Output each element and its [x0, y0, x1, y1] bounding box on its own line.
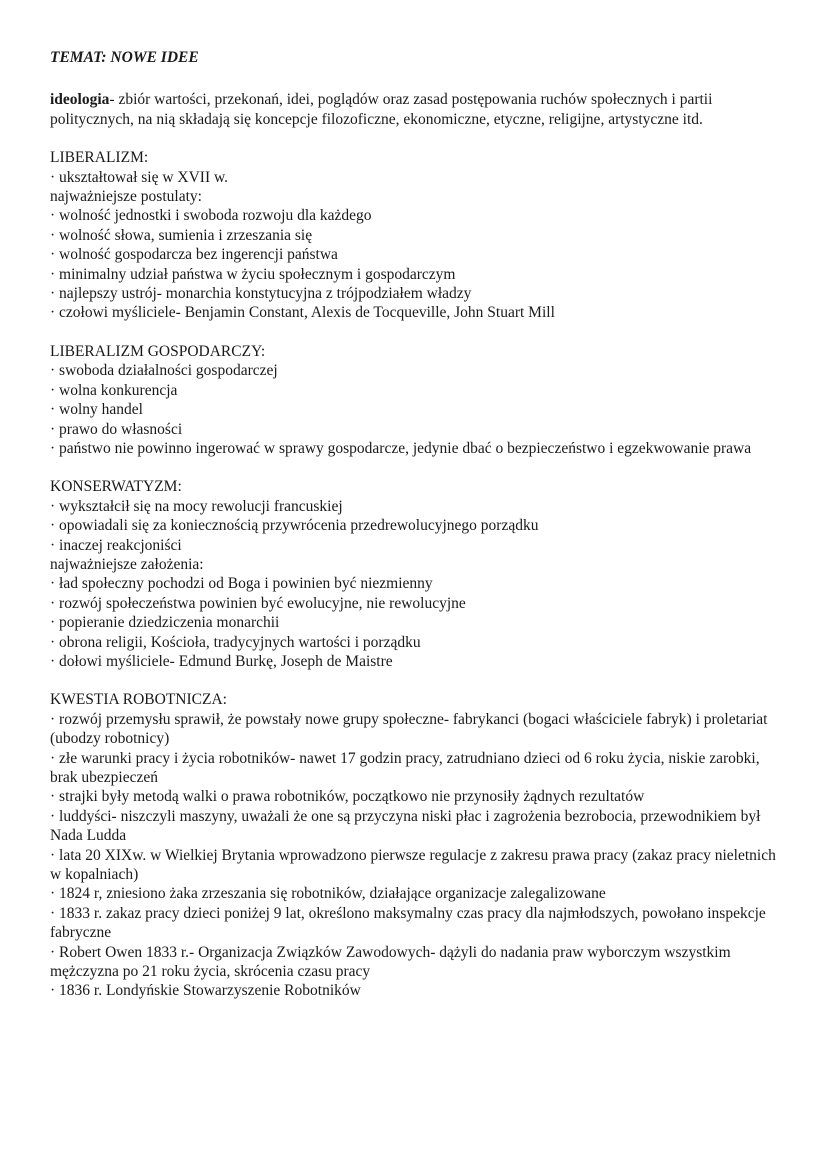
ideology-definition: [50, 90, 780, 129]
section-heading: LIBERALIZM:: [50, 149, 149, 167]
list-item: · ład społeczny pochodzi od Boga i powinien być niezmienny: [50, 575, 433, 593]
list-item: najważniejsze założenia:: [50, 555, 204, 573]
list-item: · dołowi myśliciele- Edmund Burkę, Joseph de Maistre: [50, 652, 393, 670]
section-liberalizm-gospodarczy: [50, 342, 780, 458]
list-item: · rozwój przemysłu sprawił, że powstały nowe grupy społeczne- fabrykanci (bogaci właściciele fabryk) i proletariat (ubodzy robotnicy): [50, 710, 768, 748]
list-item: · lata 20 XIXw. w Wielkiej Brytania wprowadzono pierwsze regulacje z zakresu prawa pracy (zakaz pracy nieletnich w kopalniach): [50, 846, 776, 884]
list-item: · najlepszy ustrój- monarchia konstytucyjna z trójpodziałem władzy: [50, 285, 472, 303]
list-item: · wolny handel: [50, 401, 143, 419]
section-kwestia-robotnicza: [50, 690, 780, 1001]
section-heading: KONSERWATYZM:: [50, 478, 182, 496]
list-item: · 1836 r. Londyńskie Stowarzyszenie Robotników: [50, 982, 361, 1000]
list-item: · luddyści- niszczyli maszyny, uważali że one są przyczyna niski płac i zagrożenia bezrobocia, przewodnikiem był Nada Ludda: [50, 807, 761, 845]
list-item: · złe warunki pracy i życia robotników- nawet 17 godzin pracy, zatrudniano dzieci od 6 roku życia, niskie zarobki, brak ubezpieczeń: [50, 749, 760, 786]
list-item: · wolność słowa, sumienia i zrzeszania się: [50, 226, 313, 244]
list-item: · 1824 r, zniesiono żaka zrzeszania się robotników, działające organizacje zalegalizowane: [50, 885, 606, 903]
list-item: · wykształcił się na mocy rewolucji francuskiej: [50, 497, 343, 515]
list-item: · państwo nie powinno ingerować w sprawy gospodarcze, jedynie dbać o bezpieczeństwo i egzekwowanie prawa: [50, 439, 752, 457]
document-page: [50, 48, 780, 1020]
definition-text: - zbiór wartości, przekonań, idei, poglądów oraz zasad postępowania ruchów społecznych i partii politycznych, na nią składają się koncepcje filozoficzne, ekonomiczne, etyczne, religijne, artystyczne itd.: [50, 91, 713, 128]
list-item: · ukształtował się w XVII w.: [50, 168, 229, 186]
list-item: · czołowi myśliciele- Benjamin Constant, Alexis de Tocqueville, John Stuart Mill: [50, 304, 555, 322]
list-item: · wolność jednostki i swoboda rozwoju dla każdego: [50, 207, 372, 225]
section-liberalizm: [50, 148, 780, 323]
list-item: · 1833 r. zakaz pracy dzieci poniżej 9 lat, określono maksymalny czas pracy dla najmłodszych, powołano inspekcje fabryczne: [50, 904, 766, 942]
list-item: · minimalny udział państwa w życiu społecznym i gospodarczym: [50, 265, 456, 283]
list-item: · Robert Owen 1833 r.- Organizacja Związków Zawodowych- dążyli do nadania praw wyborczym wszystkim mężczyzna po 21 roku życia, skrócenia czasu pracy: [50, 943, 731, 981]
list-item: najważniejsze postulaty:: [50, 188, 202, 206]
list-item: · swoboda działalności gospodarczej: [50, 362, 278, 380]
section-konserwatyzm: [50, 477, 780, 671]
page-title: TEMAT: NOWE IDEE: [50, 49, 199, 66]
list-item: · rozwój społeczeństwa powinien być ewolucyjne, nie rewolucyjne: [50, 594, 466, 612]
list-item: · strajki były metodą walki o prawa robotników, początkowo nie przynosiły żądnych rezultatów: [50, 788, 645, 806]
list-item: · wolna konkurencja: [50, 381, 178, 399]
list-item: · opowiadali się za koniecznością przywrócenia przedrewolucyjnego porządku: [50, 517, 539, 535]
section-heading: LIBERALIZM GOSPODARCZY:: [50, 342, 266, 360]
list-item: · obrona religii, Kościoła, tradycyjnych wartości i porządku: [50, 633, 421, 651]
definition-term: ideologia: [50, 91, 110, 109]
list-item: · popieranie dziedziczenia monarchii: [50, 614, 280, 632]
section-heading: KWESTIA ROBOTNICZA:: [50, 691, 227, 709]
list-item: · wolność gospodarcza bez ingerencji państwa: [50, 246, 338, 264]
list-item: · inaczej reakcjoniści: [50, 536, 182, 554]
list-item: · prawo do własności: [50, 420, 183, 438]
